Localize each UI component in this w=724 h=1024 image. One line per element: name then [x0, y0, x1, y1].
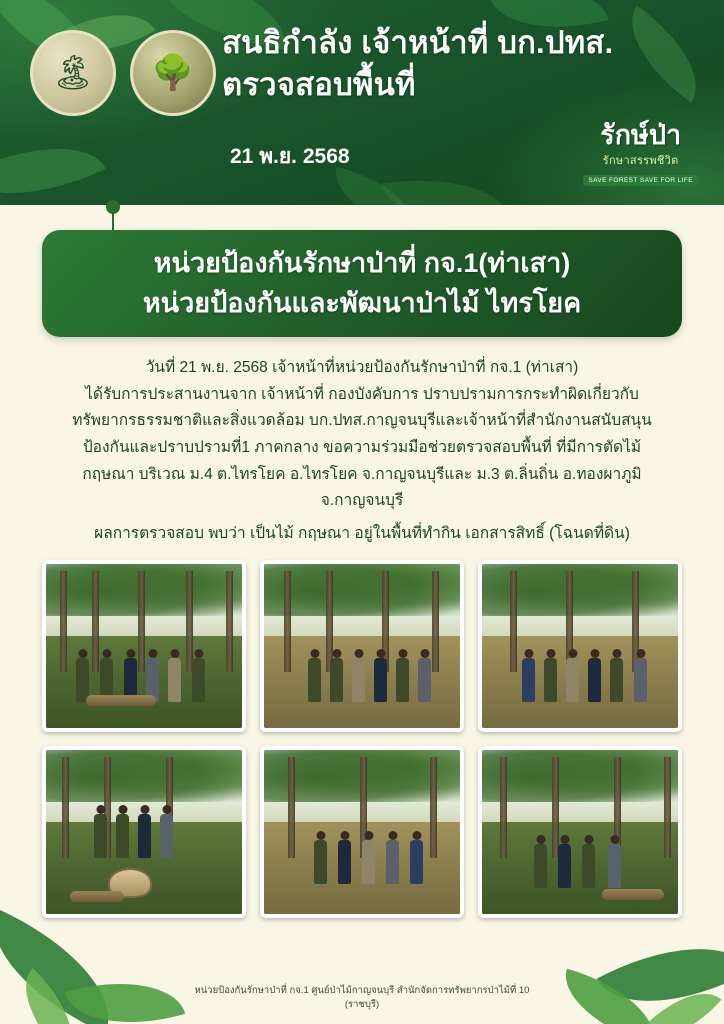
photo-tree-stump-evidence-4 [42, 746, 246, 918]
report-line-6: จ.กาญจนบุรี [320, 492, 404, 510]
footer-credit [0, 984, 724, 1013]
photo-grid [42, 560, 682, 918]
photo-officers-interview-5 [260, 746, 464, 918]
footer-line-2: (ราชบุรี) [344, 998, 380, 1010]
report-line-5: กฤษณา บริเวณ ม.4 ต.ไทรโยค อ.ไทรโยค จ.กาญจนบุรีและ ม.3 ต.ลิ่นถิ่น อ.ทองผาภูมิ [82, 465, 642, 483]
unit-title-line1: หน่วยป้องกันรักษาป่าที่ กจ.1(ท่าเสา) [153, 248, 571, 279]
report-body [62, 355, 662, 548]
leaf-decoration [0, 118, 106, 205]
header-banner [0, 0, 724, 205]
unit-title-banner [42, 230, 682, 337]
photo-officers-group-lineup-2 [260, 560, 464, 732]
photo-officers-forest-survey-1 [42, 560, 246, 732]
header-text-block [222, 22, 692, 106]
report-line-1: วันที่ 21 พ.ย. 2568 เจ้าหน้าที่หน่วยป้องกันรักษาป่าที่ กจ.1 (ท่าเสา) [145, 359, 579, 376]
garuda-emblem: 🏝 [30, 30, 116, 116]
header-date: 21 พ.ย. 2568 [230, 145, 350, 168]
footer-line-1: หน่วยป้องกันรักษาป่าที่ กจ.1 ศูนย์ป่าไม้กาญจนบุรี สำนักจัดการทรัพยากรป่าไม้ที่ 10 [194, 984, 530, 996]
header-title: สนธิกำลัง เจ้าหน้าที่ บก.ปทส. ตรวจสอบพื้นที่ [222, 25, 614, 102]
report-line-2: ได้รับการประสานงานจาก เจ้าหน้าที่ กองบังคับการ ปราบปรามการกระทำผิดเกี่ยวกับ [85, 385, 639, 403]
campaign-logo-line3: SAVE FOREST SAVE FOR LIFE [583, 175, 698, 186]
campaign-logo-line1: รักษ์ป่า [600, 120, 682, 150]
leaf-decoration [381, 167, 507, 205]
photo-officers-inspecting-logs-6 [478, 746, 682, 918]
campaign-logo [583, 122, 698, 187]
unit-title-line2: หน่วยป้องกันและพัฒนาป่าไม้ ไทรโยค [142, 287, 582, 318]
photo-officers-with-civilians-3 [478, 560, 682, 732]
report-line-3: ทรัพยากรธรรมชาติและสิ่งแวดล้อม บก.ปทส.กาญจนบุรีและเจ้าหน้าที่สำนักงานสนับสนุน [72, 412, 652, 430]
report-line-7: ผลการตรวจสอบ พบว่า เป็นไม้ กฤษณา อยู่ในพื้นที่ทำกิน เอกสารสิทธิ์ (โฉนดที่ดิน) [94, 524, 630, 542]
report-line-4: ป้องกันและปราบปรามที่1 ภาคกลาง ขอความร่วมมือช่วยตรวจสอบพื้นที่ ที่มีการตัดไม้ [82, 438, 642, 456]
campaign-logo-line2: รักษาสรรพชีวิต [602, 155, 679, 167]
forest-department-emblem: 🌳 [130, 30, 216, 116]
